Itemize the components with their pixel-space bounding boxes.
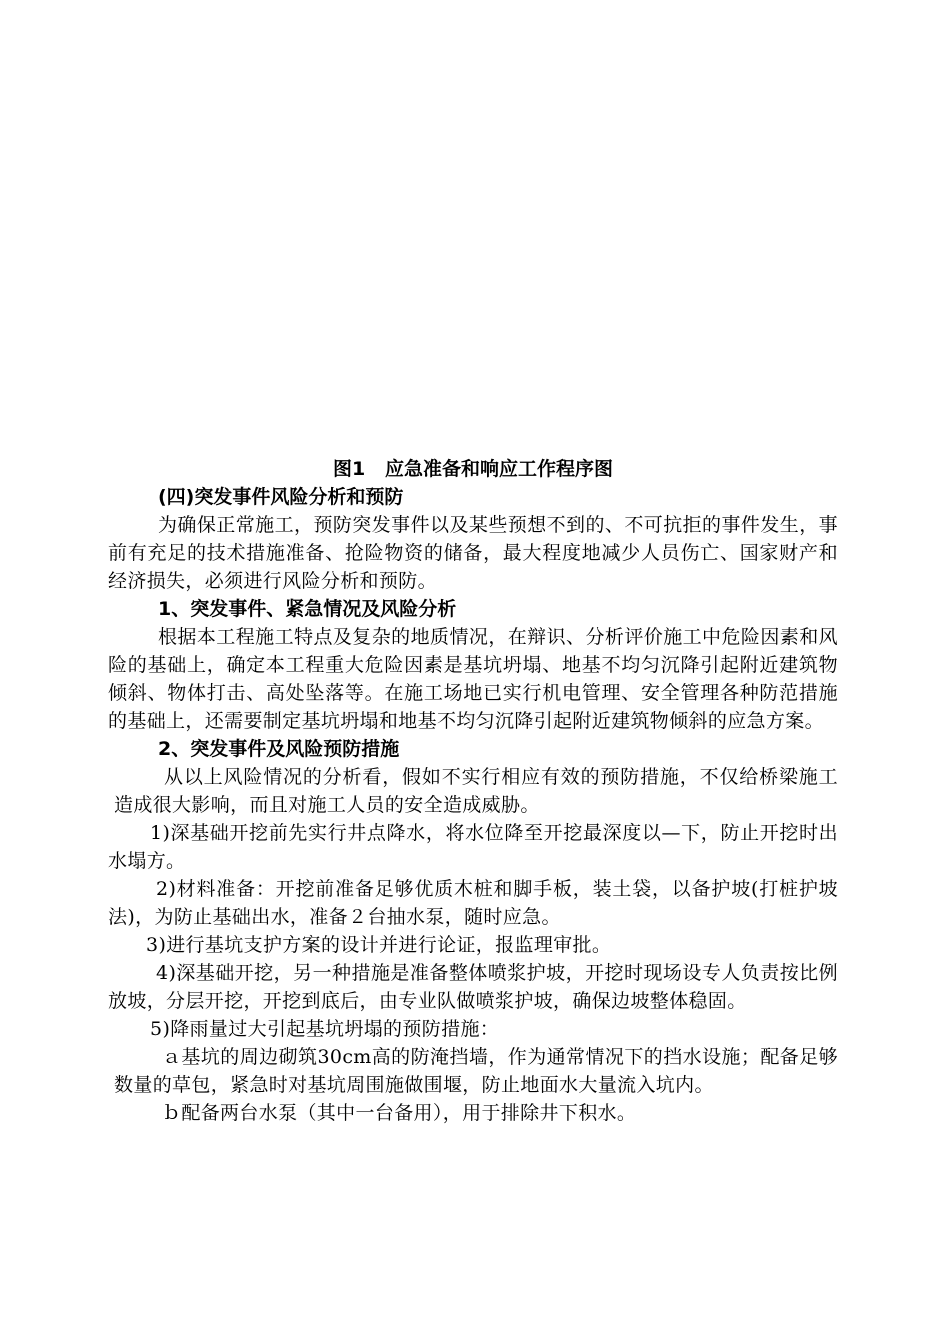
- document-page: [108, 455, 838, 1127]
- measure-item-2: 2)材料准备：开挖前准备足够优质木桩和脚手板，装土袋，以备护坡(打桩护坡法)，为防止基础出水，准备２台抽水泵，随时应急。: [108, 878, 838, 928]
- measure-item-5a: ａ基坑的周边砌筑30cm高的防淹挡墙，作为通常情况下的挡水设施；配备足够数量的草包，紧急时对基坑周围施做围堰，防止地面水大量流入坑内。: [114, 1046, 838, 1096]
- figure-caption: 图1 应急准备和响应工作程序图: [332, 458, 614, 480]
- subsection-heading-2: 2、突发事件及风险预防措施: [158, 738, 400, 760]
- measure-item-5b: ｂ配备两台水泵（其中一台备用），用于排除井下积水。: [162, 1102, 637, 1124]
- measure-item-1: 1)深基础开挖前先实行井点降水，将水位降至开挖最深度以—下，防止开挖时出水塌方。: [108, 822, 838, 872]
- measure-item-4: 4)深基础开挖，另一种措施是准备整体喷浆护坡，开挖时现场设专人负责按比例放坡，分层开挖，开挖到底后，由专业队做喷浆护坡，确保边坡整体稳固。: [108, 962, 838, 1012]
- measure-item-5: 5)降雨量过大引起基坑坍塌的预防措施：: [150, 1018, 500, 1040]
- subsection-heading-1: 1、突发事件、紧急情况及风险分析: [158, 598, 457, 620]
- section-4-intro: 为确保正常施工，预防突发事件以及某些预想不到的、不可抗拒的事件发生，事前有充足的技术措施准备、抢险物资的储备，最大程度地减少人员伤亡、国家财产和经济损失，必须进行风险分析和预防。: [108, 514, 838, 592]
- measure-item-3: 3)进行基坑支护方案的设计并进行论证，报监理审批。: [146, 934, 612, 956]
- section-heading-4: (四)突发事件风险分析和预防: [158, 486, 404, 508]
- subsection-2-intro: 从以上风险情况的分析看，假如不实行相应有效的预防措施，不仅给桥梁施工造成很大影响，而且对施工人员的安全造成威胁。: [114, 766, 838, 816]
- subsection-1-text: 根据本工程施工特点及复杂的地质情况，在辩识、分析评价施工中危险因素和风险的基础上，确定本工程重大危险因素是基坑坍塌、地基不均匀沉降引起附近建筑物倾斜、物体打击、高处坠落等。在施工场地已实行机电管理、安全管理各种防范措施的基础上，还需要制定基坑坍塌和地基不均匀沉降引起附近建筑物倾斜的应急方案。: [108, 626, 838, 732]
